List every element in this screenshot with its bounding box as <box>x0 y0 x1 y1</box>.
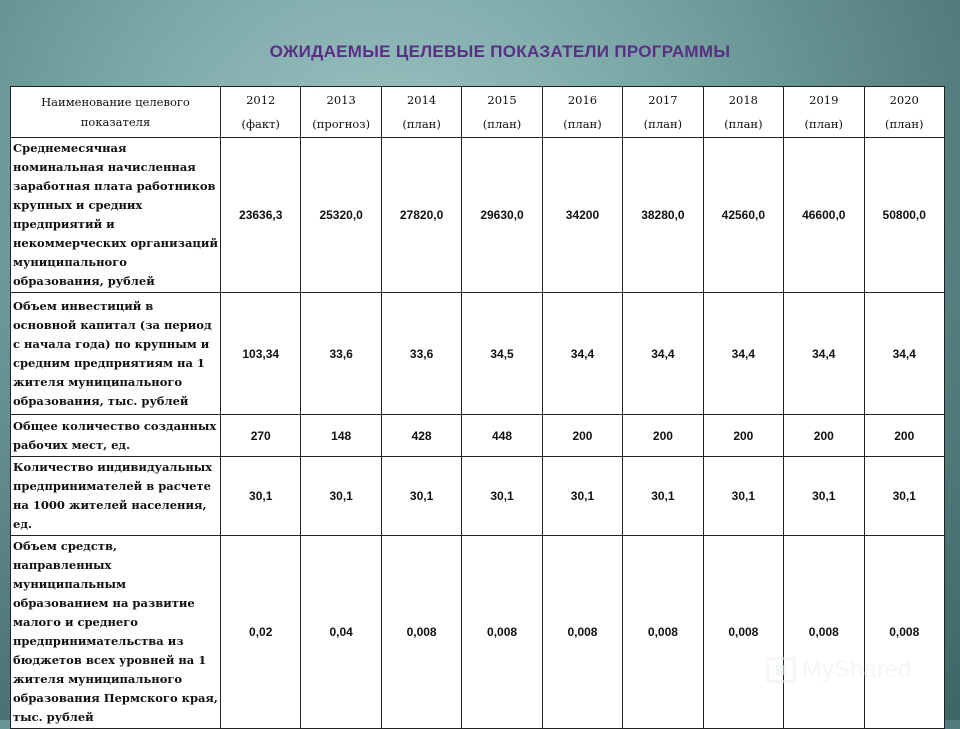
table-cell: 0,008 <box>703 536 783 729</box>
table-cell: 0,008 <box>623 536 703 729</box>
table-cell: 33,6 <box>301 293 381 415</box>
table-cell: 0,02 <box>221 536 301 729</box>
table-cell: 34,4 <box>784 293 864 415</box>
table-cell: 42560,0 <box>703 138 783 293</box>
table-cell: 34200 <box>542 138 622 293</box>
table-cell: 34,4 <box>623 293 703 415</box>
table-cell: 30,1 <box>623 457 703 536</box>
year-status: (план) <box>402 117 441 131</box>
year-header <box>542 87 622 138</box>
indicator-name-header: Наименование целевого показателя <box>11 87 221 138</box>
year-label: 2012 <box>246 93 276 107</box>
year-label: 2018 <box>728 93 758 107</box>
table-cell: 200 <box>623 415 703 457</box>
year-header <box>462 87 542 138</box>
year-label: 2019 <box>809 93 839 107</box>
indicator-name: Количество индивидуальных предпринимателей в расчете на 1000 жителей населения, ед. <box>11 457 221 536</box>
table-cell: 23636,3 <box>221 138 301 293</box>
table-cell: 448 <box>462 415 542 457</box>
table-cell: 30,1 <box>462 457 542 536</box>
page-title: ОЖИДАЕМЫЕ ЦЕЛЕВЫЕ ПОКАЗАТЕЛИ ПРОГРАММЫ <box>269 42 731 61</box>
year-status: (план) <box>885 117 924 131</box>
table-cell: 46600,0 <box>784 138 864 293</box>
myshared-logo-icon <box>766 657 796 683</box>
year-header <box>784 87 864 138</box>
year-header <box>703 87 783 138</box>
table-cell: 30,1 <box>542 457 622 536</box>
table-cell: 30,1 <box>381 457 461 536</box>
table-cell: 30,1 <box>301 457 381 536</box>
table-row <box>11 415 945 457</box>
table-cell: 103,34 <box>221 293 301 415</box>
table-cell: 200 <box>703 415 783 457</box>
table-cell: 0,008 <box>864 536 945 729</box>
table-cell: 30,1 <box>784 457 864 536</box>
table-cell: 0,008 <box>462 536 542 729</box>
table-cell: 27820,0 <box>381 138 461 293</box>
table-row <box>11 536 945 729</box>
year-label: 2014 <box>406 93 437 107</box>
year-status: (план) <box>482 117 522 131</box>
table-cell: 200 <box>542 415 622 457</box>
table-cell: 0,008 <box>381 536 461 729</box>
table-cell: 33,6 <box>381 293 461 415</box>
year-header <box>623 87 703 138</box>
year-label: 2013 <box>326 93 356 107</box>
indicator-name: Объем инвестиций в основной капитал (за период с начала года) по крупным и средним предприятиям на 1 жителя муниципального образования, тыс. рублей <box>11 293 221 415</box>
table-cell: 34,4 <box>542 293 622 415</box>
table-row <box>11 457 945 536</box>
year-status: (план) <box>643 117 683 131</box>
indicator-name: Общее количество созданных рабочих мест, ед. <box>11 415 221 457</box>
year-header <box>301 87 381 138</box>
table-cell: 270 <box>221 415 301 457</box>
indicator-name: Среднемесячная номинальная начисленная заработная плата работников крупных и средних предприятий и некоммерческих организаций муниципального образования, рублей <box>11 138 221 293</box>
watermark <box>766 656 911 684</box>
table-cell: 30,1 <box>703 457 783 536</box>
year-label: 2015 <box>487 93 517 107</box>
year-label: 2017 <box>648 93 678 107</box>
table-cell: 0,008 <box>784 536 864 729</box>
table-cell: 34,5 <box>462 293 542 415</box>
year-header <box>381 87 461 138</box>
year-label: 2020 <box>889 93 919 107</box>
year-status: (прогноз) <box>312 117 371 131</box>
year-label: 2016 <box>567 93 598 107</box>
table-cell: 0,04 <box>301 536 381 729</box>
table-cell: 34,4 <box>703 293 783 415</box>
table-row <box>11 138 945 293</box>
year-status: (план) <box>563 117 602 131</box>
table-row <box>11 293 945 415</box>
year-status: (факт) <box>241 117 280 131</box>
year-status: (план) <box>804 117 844 131</box>
year-header <box>221 87 301 138</box>
kpi-table <box>10 86 945 729</box>
watermark-text: MyShared <box>802 656 912 683</box>
table-cell: 148 <box>301 415 381 457</box>
table-header-row <box>11 87 945 138</box>
table-cell: 38280,0 <box>623 138 703 293</box>
table-cell: 29630,0 <box>462 138 542 293</box>
table-cell: 30,1 <box>864 457 945 536</box>
year-status: (план) <box>724 117 763 131</box>
table-cell: 0,008 <box>542 536 622 729</box>
table-cell: 30,1 <box>221 457 301 536</box>
table-cell: 428 <box>381 415 461 457</box>
indicator-name: Объем средств, направленных муниципальным образованием на развитие малого и среднего предпринимательства из бюджетов всех уровней на 1 жителя муниципального образования Пермского края, тыс. рублей <box>11 536 221 729</box>
table-cell: 200 <box>864 415 945 457</box>
table-cell: 200 <box>784 415 864 457</box>
table-cell: 50800,0 <box>864 138 945 293</box>
table-cell: 34,4 <box>864 293 945 415</box>
year-header <box>864 87 945 138</box>
table-cell: 25320,0 <box>301 138 381 293</box>
